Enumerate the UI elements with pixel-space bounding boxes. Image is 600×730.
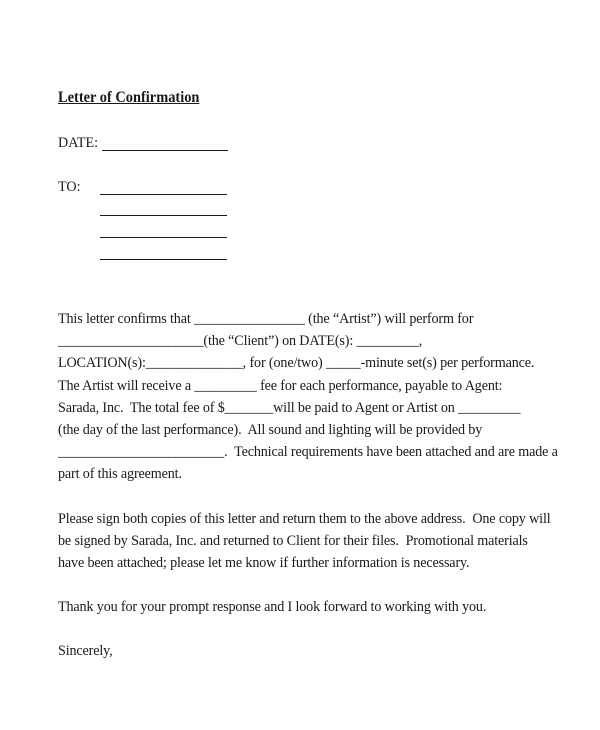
- to-label: TO:: [58, 178, 81, 195]
- to-blank-line-2: [100, 215, 227, 216]
- body-line-4: The Artist will receive a _________ fee for each performance, payable to Agent:: [58, 377, 503, 394]
- body-line-3: LOCATION(s):______________, for (one/two) _____-minute set(s) per performance.: [58, 354, 535, 371]
- paragraph2-line-3: have been attached; please let me know if further information is necessary.: [58, 554, 470, 571]
- thanks-line: Thank you for your prompt response and I look forward to working with you.: [58, 598, 487, 615]
- date-blank: [102, 150, 228, 151]
- paragraph2-line-2: be signed by Sarada, Inc. and returned to Client for their files. Promotional materials: [58, 532, 528, 549]
- to-blank-line-1: [100, 194, 227, 195]
- to-blank-line-4: [100, 259, 227, 260]
- closing-line: Sincerely,: [58, 642, 113, 659]
- paragraph2-line-1: Please sign both copies of this letter and return them to the above address. One copy will: [58, 510, 551, 527]
- body-line-6: (the day of the last performance). All sound and lighting will be provided by: [58, 421, 483, 438]
- document-title: Letter of Confirmation: [58, 89, 200, 106]
- body-line-8: part of this agreement.: [58, 465, 182, 482]
- to-blank-line-3: [100, 237, 227, 238]
- body-line-2: _____________________(the “Client”) on DATE(s): _________,: [58, 332, 423, 349]
- date-label: DATE:: [58, 134, 102, 151]
- body-line-5: Sarada, Inc. The total fee of $_______will be paid to Agent or Artist on _________: [58, 399, 521, 416]
- body-line-1: This letter confirms that ________________ (the “Artist”) will perform for: [58, 310, 474, 327]
- body-line-7: ________________________. Technical requirements have been attached and are made a: [58, 443, 558, 460]
